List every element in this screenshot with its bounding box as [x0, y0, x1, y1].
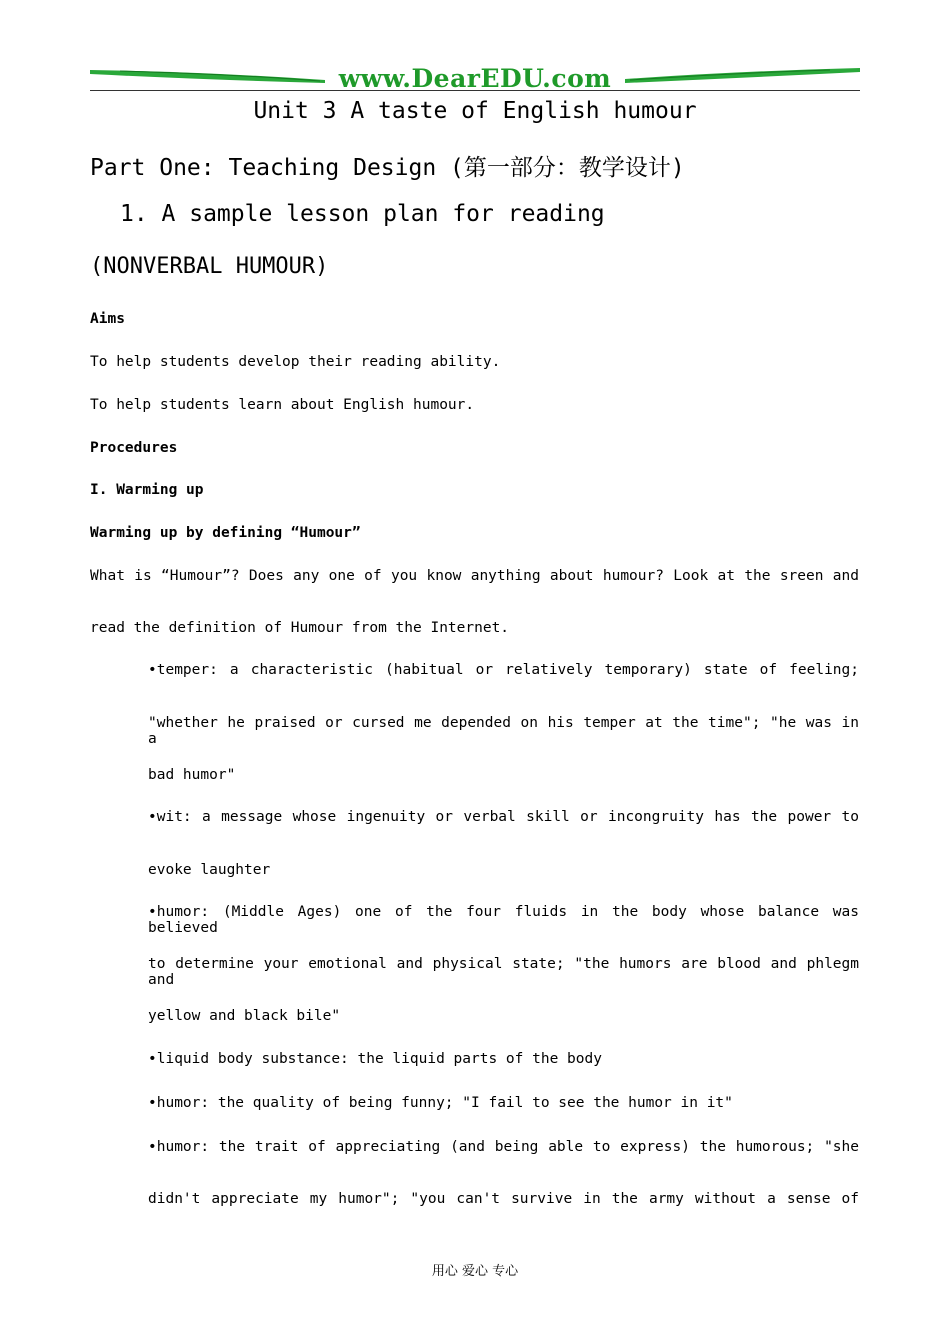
aim-item: To help students develop their reading ability.: [90, 354, 501, 370]
aim-item: To help students learn about English humour.: [90, 397, 475, 413]
definition-line: •humor: the quality of being funny; "I fail to see the humor in it": [148, 1095, 733, 1111]
subsection-heading: (NONVERBAL HUMOUR): [90, 254, 329, 279]
definition-line: yellow and black bile": [148, 1008, 341, 1024]
intro-line: What is “Humour”? Does any one of you know anything about humour? Look at the sreen and: [90, 568, 859, 584]
definition-line: "whether he praised or cursed me depended on his temper at the time"; "he was in a: [148, 715, 859, 747]
definition-line: •temper: a characteristic (habitual or relatively temporary) state of feeling;: [148, 662, 859, 678]
header-rule: [90, 90, 860, 91]
intro-line: read the definition of Humour from the Internet.: [90, 620, 510, 636]
definition-line: to determine your emotional and physical state; "the humors are blood and phlegm and: [148, 956, 859, 988]
definition-line: •humor: (Middle Ages) one of the four fluids in the body whose balance was believed: [148, 904, 859, 936]
page-footer: 用心 爱心 专心: [431, 1264, 519, 1279]
definition-line: •liquid body substance: the liquid parts of the body: [148, 1051, 602, 1067]
definition-line: didn't appreciate my humor"; "you can't survive in the army without a sense of: [148, 1191, 859, 1207]
aims-label: Aims: [90, 311, 125, 327]
definition-line: •humor: the trait of appreciating (and being able to express) the humorous; "she: [148, 1139, 859, 1155]
step-heading: I. Warming up: [90, 482, 204, 498]
document-title: Unit 3 A taste of English humour: [253, 98, 697, 124]
procedures-label: Procedures: [90, 440, 178, 456]
definition-line: evoke laughter: [148, 862, 271, 878]
banner-site-name: www.DearEDU.com: [338, 64, 612, 93]
definition-line: bad humor": [148, 767, 236, 783]
section-heading: 1. A sample lesson plan for reading: [120, 201, 605, 227]
part-heading: Part One: Teaching Design (第一部分：教学设计): [90, 155, 685, 181]
definition-line: •wit: a message whose ingenuity or verbal skill or incongruity has the power to: [148, 809, 859, 825]
step-subheading: Warming up by defining “Humour”: [90, 525, 361, 541]
